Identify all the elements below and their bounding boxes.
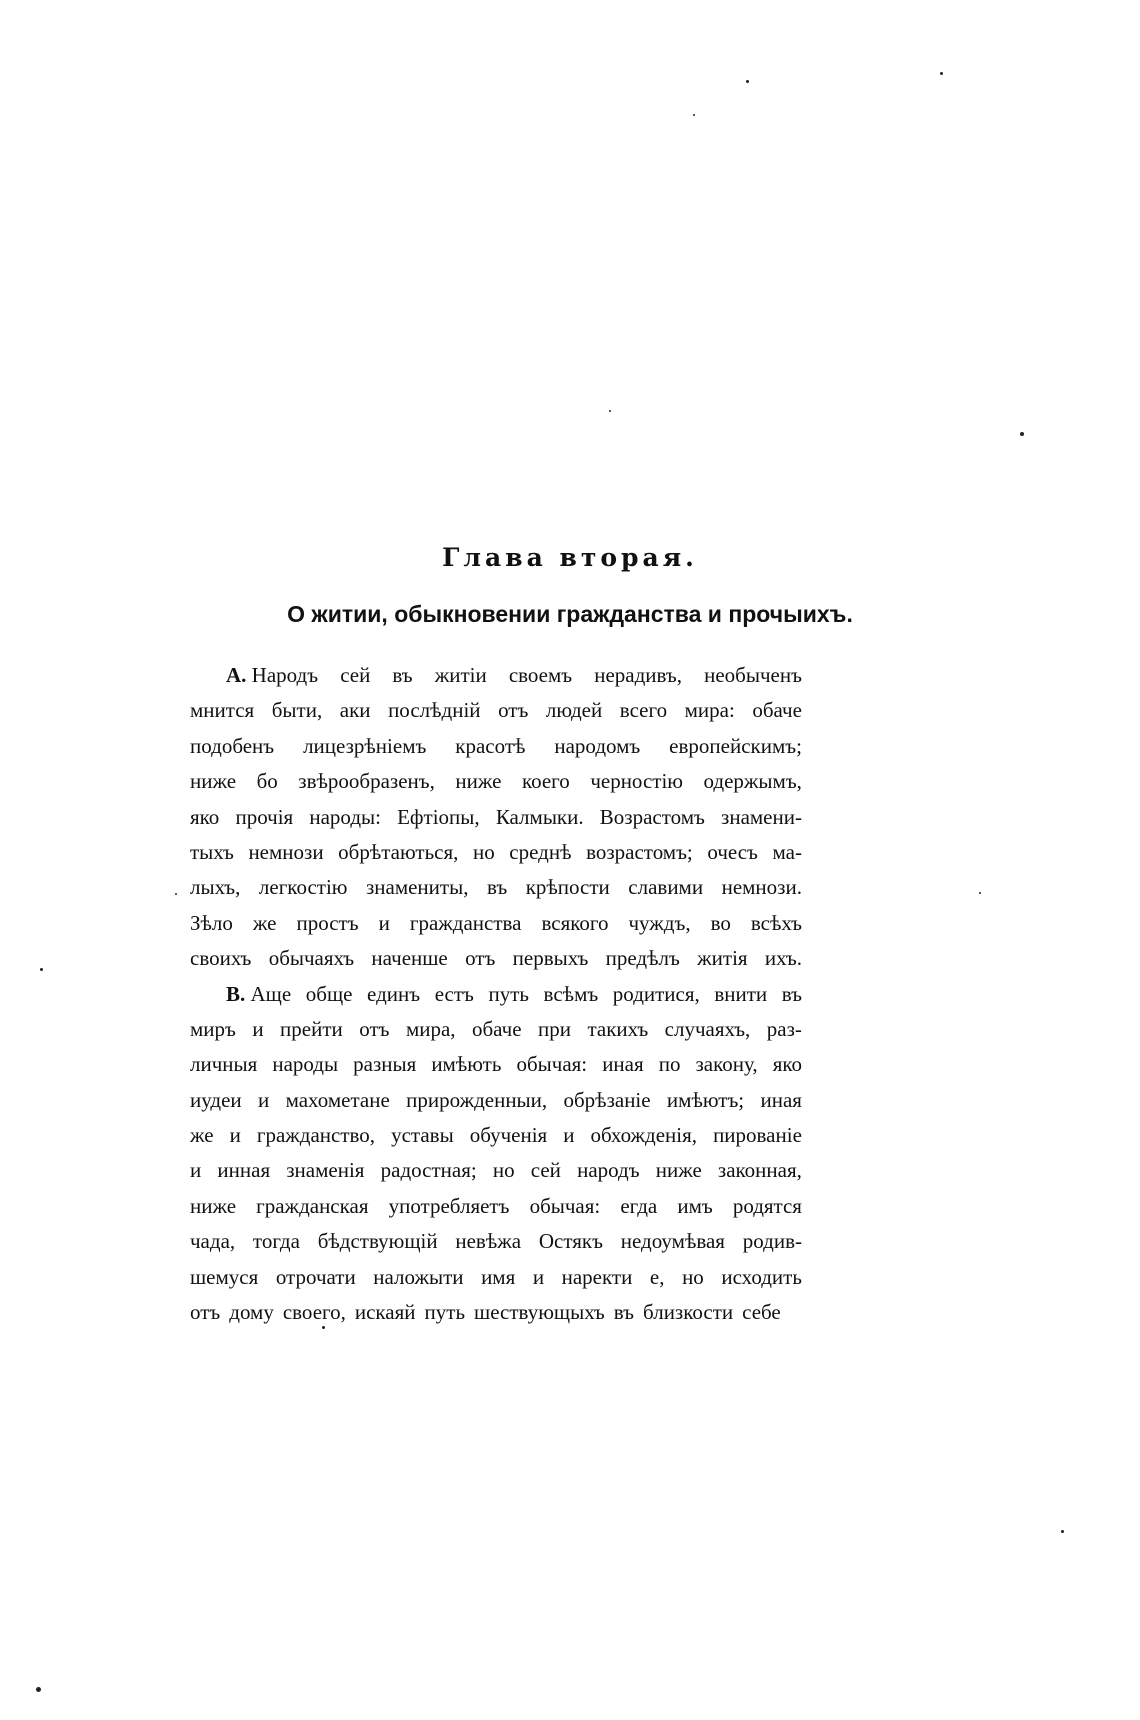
text-line: [190, 1047, 802, 1082]
word: закону,: [695, 1052, 758, 1077]
word: и: [258, 1087, 270, 1112]
word: ихъ.: [764, 946, 802, 971]
word: народы: [272, 1052, 339, 1077]
word: путь: [424, 1300, 466, 1325]
word: себе: [742, 1300, 781, 1325]
word: Возрастомъ: [599, 804, 705, 829]
word: отрочати: [275, 1264, 356, 1289]
word: внити: [714, 981, 768, 1006]
word: личныя: [190, 1052, 258, 1077]
paragraph-2: [190, 977, 802, 1331]
text-line: [190, 1083, 802, 1118]
word: народъ: [577, 1158, 640, 1183]
word: исходить: [721, 1264, 802, 1289]
word: въ: [781, 981, 802, 1006]
word: невѣжа: [455, 1229, 522, 1254]
word: шемуся: [190, 1264, 259, 1289]
word: и: [532, 1264, 545, 1289]
word: и: [190, 1158, 202, 1183]
word: наложыти: [373, 1264, 464, 1289]
word: въ: [392, 663, 413, 687]
word: славими: [628, 875, 704, 900]
word: народы:: [309, 804, 381, 829]
word: красотѣ: [455, 733, 526, 758]
word: прирожденныи,: [406, 1087, 548, 1112]
word: обще: [305, 981, 353, 1006]
word: чуждъ,: [628, 910, 691, 935]
word: гражданская: [256, 1193, 369, 1218]
word: житiя: [697, 946, 748, 971]
chapter-title: Глава вторая.: [442, 543, 698, 572]
word: ниже: [190, 769, 237, 794]
word: быти,: [271, 698, 323, 723]
word: предѣлъ: [605, 946, 680, 971]
word: путь: [488, 981, 529, 1006]
word: ниже: [655, 1158, 702, 1183]
word: одержымъ,: [703, 769, 802, 794]
word: возрастомъ;: [586, 839, 693, 864]
word: первыхъ: [512, 946, 589, 971]
word: обычая:: [516, 1052, 588, 1077]
word: по: [658, 1052, 681, 1077]
word: всего: [619, 698, 668, 723]
text-line: [190, 800, 802, 835]
word: законная,: [717, 1158, 802, 1183]
text-line: [190, 977, 802, 1012]
word: всякого: [541, 910, 609, 935]
text-line: [190, 1189, 802, 1224]
word: отъ: [465, 946, 496, 971]
paragraph-1: [190, 658, 802, 977]
scan-speck: [36, 1687, 41, 1692]
word: всѣмъ: [543, 981, 599, 1006]
text-line: [190, 1153, 802, 1188]
line-text: [251, 977, 802, 1012]
word: инная: [217, 1158, 271, 1183]
word: аки: [339, 698, 371, 723]
word: своего,: [282, 1300, 346, 1325]
word: но: [682, 1264, 704, 1289]
word: махометане: [285, 1087, 390, 1112]
word: единъ: [367, 981, 421, 1006]
scan-speck: [609, 410, 611, 412]
scan-speck: [693, 114, 695, 116]
word: иная: [602, 1052, 644, 1077]
word: недоумѣвая: [620, 1229, 725, 1254]
word: наченше: [371, 946, 448, 971]
word: мира:: [684, 698, 735, 723]
word: простъ: [296, 910, 359, 935]
text-line: [190, 906, 802, 941]
word: въ: [486, 875, 508, 900]
text-line: [190, 1224, 802, 1259]
text-line: [190, 729, 802, 764]
word: пированiе: [713, 1123, 802, 1148]
word: Калмыки.: [495, 804, 584, 829]
word: ниже: [190, 1193, 237, 1218]
text-line: [190, 1118, 802, 1153]
word: раз-: [766, 1016, 802, 1041]
word: имѣютъ;: [666, 1087, 745, 1112]
word: яко: [190, 804, 220, 829]
scan-speck: [979, 892, 981, 894]
word: черностiю: [590, 769, 683, 794]
word: употребляетъ: [388, 1193, 510, 1218]
word: отъ: [359, 1016, 390, 1041]
word: гражданства: [409, 910, 522, 935]
word: бѣдствующiй: [317, 1229, 438, 1254]
word: всѣхъ: [750, 910, 802, 935]
scan-speck: [1020, 432, 1024, 436]
word: сей: [530, 1158, 561, 1183]
word: обычая:: [529, 1193, 601, 1218]
text-line: [190, 1260, 802, 1295]
scan-speck: [746, 80, 749, 83]
word: среднѣ: [509, 839, 572, 864]
word: легкостiю: [258, 875, 348, 900]
word: лицезрѣнiемъ: [303, 733, 427, 758]
word: наректи: [561, 1264, 633, 1289]
word: при: [538, 1016, 571, 1041]
word: своихъ: [190, 946, 252, 971]
word: обычаяхъ: [268, 946, 355, 971]
word: своемъ: [508, 663, 573, 687]
word: и: [252, 1016, 264, 1041]
word: имѣють: [431, 1052, 502, 1077]
word: очесъ: [707, 839, 758, 864]
word: искаяй: [354, 1300, 416, 1325]
word: иная: [760, 1087, 802, 1112]
word: обученiя: [469, 1123, 548, 1148]
word: Аще: [250, 981, 292, 1006]
word: имя: [481, 1264, 516, 1289]
word: е,: [649, 1264, 665, 1289]
word: европейскимъ;: [669, 733, 802, 758]
word: звѣрообразенъ,: [298, 769, 435, 794]
scan-speck: [940, 72, 943, 75]
word: миръ: [190, 1016, 236, 1041]
word: знамени-: [721, 804, 802, 829]
word: крѣпости: [525, 875, 610, 900]
text-line: [190, 1295, 802, 1330]
word: и: [229, 1123, 241, 1148]
word: Ефтiопы,: [397, 804, 480, 829]
text-line: [190, 941, 802, 976]
word: прейти: [280, 1016, 343, 1041]
text-line: [190, 764, 802, 799]
word: дому: [229, 1300, 274, 1325]
word: уставы: [391, 1123, 454, 1148]
word: отъ: [190, 1300, 221, 1325]
word: житiи: [434, 663, 487, 687]
word: же: [190, 1123, 214, 1148]
word: иудеи: [190, 1087, 242, 1112]
word: близкости: [643, 1300, 734, 1325]
word: Остякъ: [538, 1229, 603, 1254]
word: Народъ: [251, 663, 319, 687]
word: знаменiя: [286, 1158, 365, 1183]
word: нерадивъ,: [594, 663, 683, 687]
scan-speck: [40, 968, 43, 971]
word: имъ: [677, 1193, 713, 1218]
word: знамениты,: [365, 875, 469, 900]
word: и: [378, 910, 390, 935]
word: Зѣло: [190, 910, 233, 935]
word: родив-: [742, 1229, 802, 1254]
word: случаяхъ,: [664, 1016, 751, 1041]
word: егда: [620, 1193, 658, 1218]
body-text: [190, 658, 802, 1330]
word: обаче: [472, 1016, 522, 1041]
word: сей: [340, 663, 371, 687]
word: но: [472, 839, 495, 864]
word: во: [710, 910, 731, 935]
word: послѣднiй: [388, 698, 481, 723]
paragraph-marker: А.: [226, 663, 247, 687]
word: обрѣзанiе: [563, 1087, 651, 1112]
text-line: [190, 1012, 802, 1047]
word: отъ: [498, 698, 529, 723]
word: радостная;: [380, 1158, 477, 1183]
word: мира,: [405, 1016, 456, 1041]
word: тогда: [252, 1229, 300, 1254]
word: въ: [613, 1300, 635, 1325]
chapter-subtitle: О житии, обыкновении гражданства и прочыихъ.: [287, 601, 853, 627]
word: но: [492, 1158, 515, 1183]
paragraph-marker: В.: [226, 981, 246, 1006]
word: тыхъ: [190, 839, 234, 864]
line-text: [252, 658, 802, 693]
word: подобенъ: [190, 733, 275, 758]
word: обхожденiя,: [590, 1123, 698, 1148]
scan-speck: [175, 893, 177, 895]
word: обаче: [752, 698, 802, 723]
word: народомъ: [554, 733, 641, 758]
text-line: [190, 693, 802, 728]
word: коего: [521, 769, 570, 794]
word: родятся: [732, 1193, 802, 1218]
word: немнози: [248, 839, 324, 864]
text-line: [190, 658, 802, 693]
word: мнится: [190, 698, 255, 723]
word: прочiя: [235, 804, 294, 829]
word: шествующыхъ: [474, 1300, 605, 1325]
word: и: [563, 1123, 575, 1148]
word: обрѣтаються,: [338, 839, 459, 864]
word: необыченъ: [704, 663, 802, 687]
word: гражданство,: [256, 1123, 376, 1148]
word: людей: [545, 698, 603, 723]
scan-speck: [1061, 1530, 1064, 1533]
word: ниже: [455, 769, 502, 794]
word: такихъ: [587, 1016, 649, 1041]
scan-speck: [322, 1326, 325, 1329]
word: лыхъ,: [190, 875, 241, 900]
word: разныя: [353, 1052, 417, 1077]
word: естъ: [434, 981, 474, 1006]
text-line: [190, 870, 802, 905]
word: немнози.: [721, 875, 802, 900]
word: бо: [256, 769, 278, 794]
word: чада,: [190, 1229, 236, 1254]
text-line: [190, 835, 802, 870]
word: яко: [772, 1052, 802, 1077]
word: же: [252, 910, 277, 935]
word: ма-: [772, 839, 802, 864]
word: родитися,: [612, 981, 700, 1006]
